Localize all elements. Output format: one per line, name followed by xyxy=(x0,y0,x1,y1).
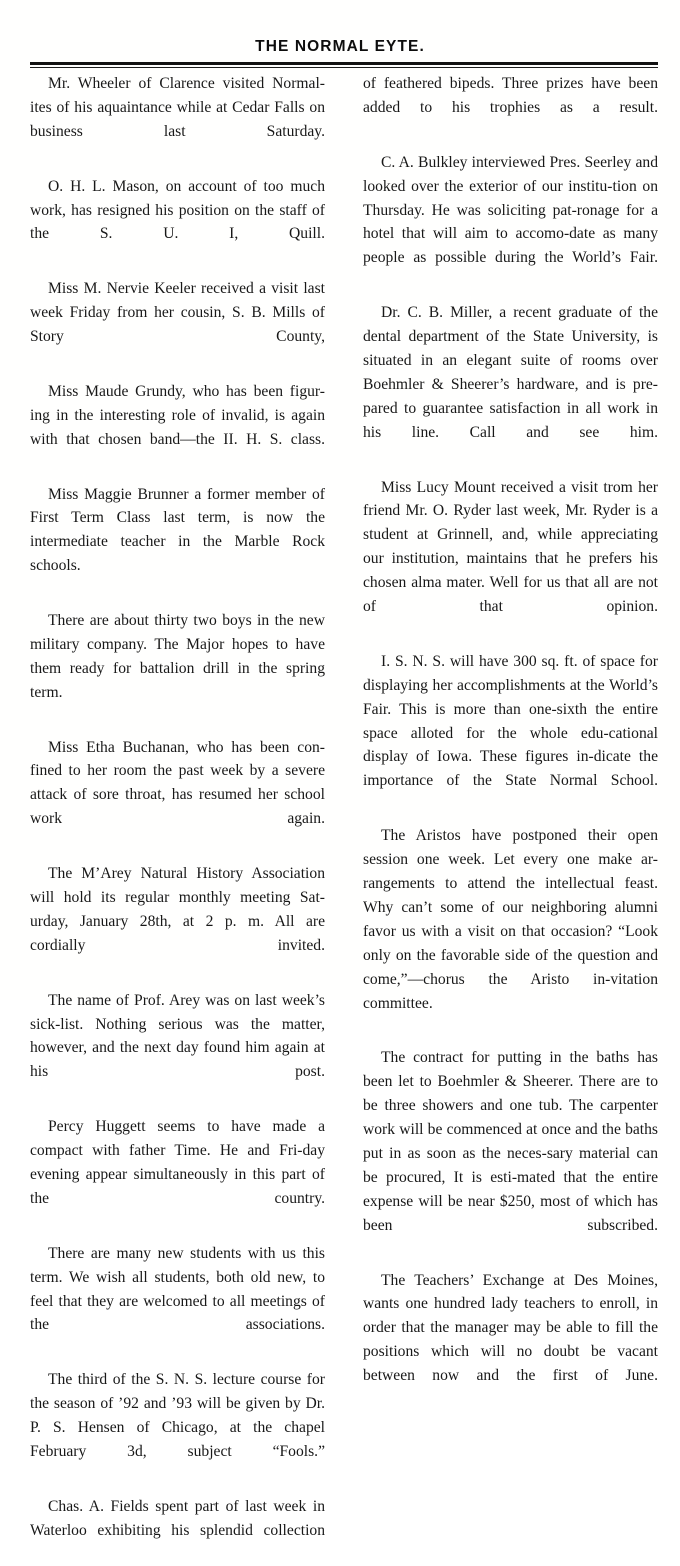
paragraph: There are about thirty two boys in the new military company. The Major hopes to have them ready for battalion drill in the spring term. xyxy=(30,612,325,701)
paragraph: The third of the S. N. S. lecture course for the season of ’92 and ’93 will be given by Dr. P. S. Hensen of Chicago, at the chapel February 3d, subject “Fools.” xyxy=(30,1371,325,1460)
paragraph: Miss Maggie Brunner a former member of First Term Class last term, is now the intermediate teacher in the Marble Rock schools. xyxy=(30,485,325,575)
paragraph: There are many new students with us this term. We wish all students, both old new, to feel that they are welcomed to all meetings of the associations. xyxy=(30,1244,325,1334)
page-title: THE NORMAL EYTE. xyxy=(255,38,425,55)
paragraph: Dr. C. B. Miller, a recent graduate of the dental department of the State University, is situated in an elegant suite of rooms over Boehmler & Sheerer’s hardware, and is pre-pared to guarantee satisfaction in all work in his line. Call and see him. xyxy=(363,304,658,441)
paragraph: Miss M. Nervie Keeler received a visit last week Friday from her cousin, S. B. Mills of Story County, xyxy=(30,280,325,346)
paragraph: Miss Etha Buchanan, who has been con-fined to her room the past week by a severe attack of sore throat, has resumed her school work again. xyxy=(30,738,325,828)
paragraph-continuation: of feathered bipeds. Three prizes have been added to his trophies as a result. xyxy=(363,75,658,116)
paragraph: I. S. N. S. will have 300 sq. ft. of space for displaying her accomplishments at the World’s Fair. This is more than one-sixth the entire space alloted for the whole edu-cational display of Iowa. These figures in-dicate the importance of the State Normal School. xyxy=(363,652,658,790)
paragraph: The M’Arey Natural History Association will hold its regular monthly meeting Sat-urday, January 28th, at 2 p. m. All are cordially invited. xyxy=(30,865,325,954)
page-header xyxy=(0,38,680,56)
paragraph: The name of Prof. Arey was on last week’s sick-list. Nothing serious was the matter, however, and the next day found him again at his post. xyxy=(30,991,325,1081)
paragraph: The Teachers’ Exchange at Des Moines, wants one hundred lady teachers to enroll, in order that the manager may be able to fill the positions which will no doubt be vacant between now and the first of June. xyxy=(363,1271,658,1385)
paragraph: Miss Maude Grundy, who has been figur-ing in the interesting role of invalid, is again with that chosen band—the II. H. S. class. xyxy=(30,382,325,448)
column-right xyxy=(363,72,658,1385)
paragraph: Miss Lucy Mount received a visit trom her friend Mr. O. Ryder last week, Mr. Ryder is a student at Grinnell, and, while appreciating our institution, maintains that he prefers his chosen alma mater. Well for us that all are not of that opinion. xyxy=(363,478,658,616)
paragraph: The contract for putting in the baths has been let to Boehmler & Sheerer. There are to be three showers and one tub. The carpenter work will be commenced at once and the baths put in as soon as the neces-sary material can be procured, It is esti-mated that the entire expense will be near $250, most of which has been subscribed. xyxy=(363,1049,658,1234)
header-divider xyxy=(30,62,658,68)
paragraph: Mr. Wheeler of Clarence visited Normal-ites of his aquaintance while at Cedar Falls on business last Saturday. xyxy=(30,75,325,140)
paragraph: The Aristos have postponed their open session one week. Let every one make ar-rangements to attend the intellectual feast. Why can’t some of our neighboring alumni favor us with a visit on that occasion? “Look only on the favorable side of the question and come,”—chorus the Aristo in-vitation committee. xyxy=(363,827,658,1012)
column-left xyxy=(30,72,325,1539)
divider-rule-thin xyxy=(30,67,658,68)
paragraph: O. H. L. Mason, on account of too much work, has resigned his position on the staff of the S. U. I, Quill. xyxy=(30,177,325,243)
paragraph: Chas. A. Fields spent part of last week in Waterloo exhibiting his splendid collection xyxy=(30,1497,325,1539)
paragraph: C. A. Bulkley interviewed Pres. Seerley and looked over the exterior of our institu-tion on Thursday. He was soliciting pat-ronage for a hotel that will aim to accomo-date as many people as possible during the World’s Fair. xyxy=(363,153,658,267)
article-body xyxy=(30,72,658,1539)
paragraph: Percy Huggett seems to have made a compact with father Time. He and Fri-day evening appear simultaneously in this part of the country. xyxy=(30,1118,325,1207)
